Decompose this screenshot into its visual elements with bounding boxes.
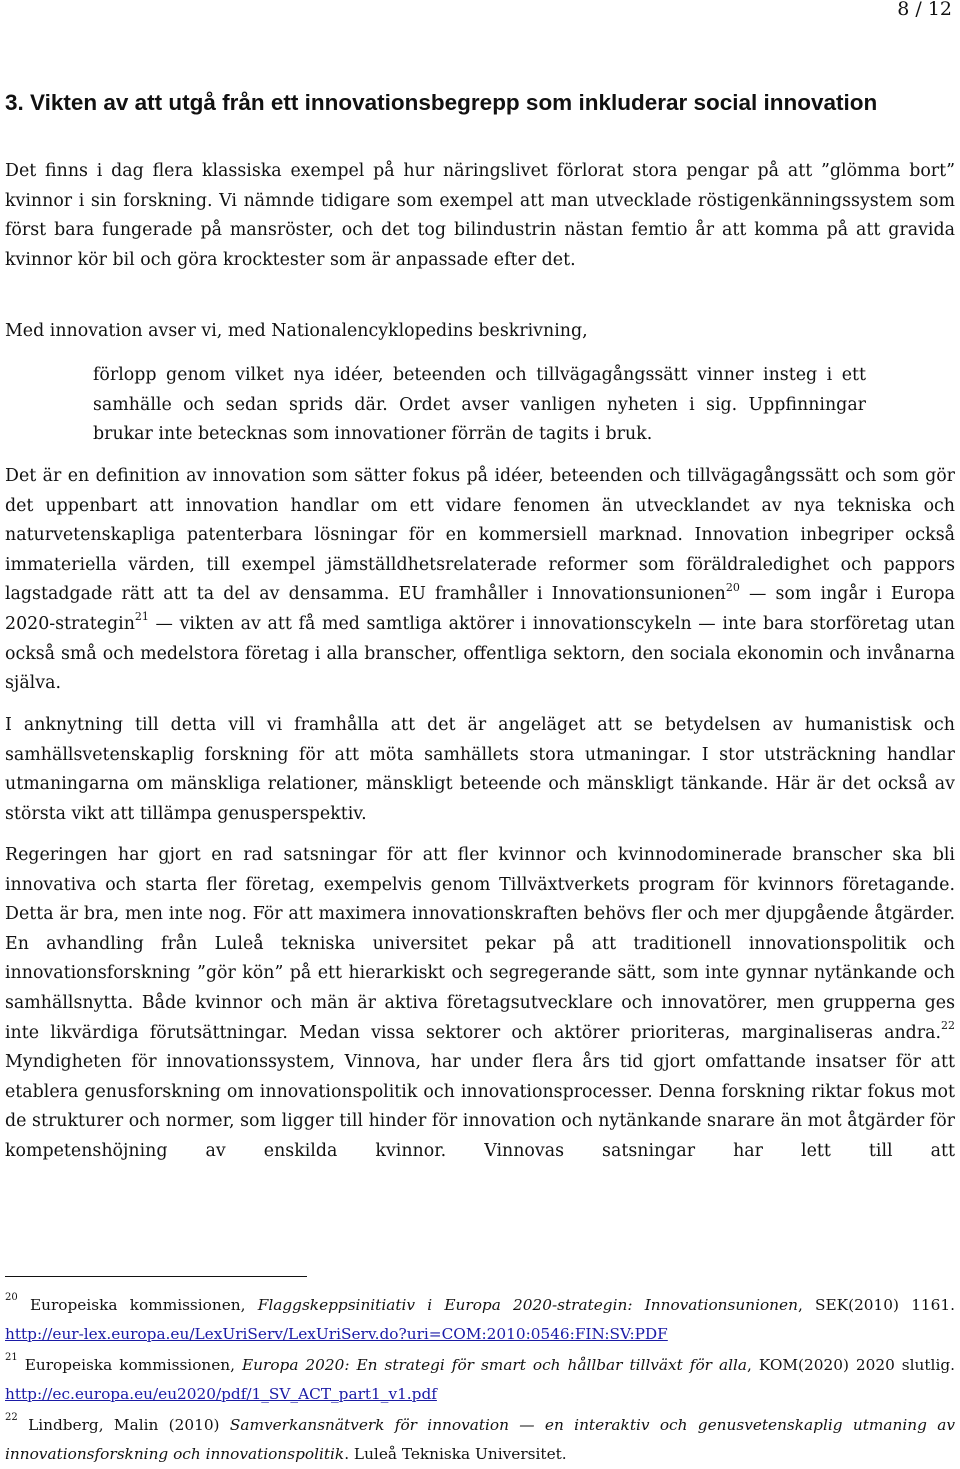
paragraph-3-text-b: — som ingår i Europa 2020-strategin bbox=[5, 584, 955, 634]
footnote-ref-21[interactable]: 21 bbox=[134, 610, 149, 624]
footnote-text: Europeiska kommissionen, bbox=[17, 1356, 242, 1374]
footnote-text: Europeiska kommissionen, bbox=[17, 1296, 258, 1314]
footnote-divider bbox=[5, 1276, 307, 1277]
paragraph-5 bbox=[5, 841, 955, 1167]
paragraph-5-text-b: Myndigheten för innovationssystem, Vinnova, har under flera års tid gjort omfattande insatser för att etablera genusforskning om innovationspolitik och innovationsprocesser. Denna forskning riktar fokus mot de strukturer och normer, som ligger till hinder för innovation och nytänkande snarare än mot åtgärder för kompetenshöjning av enskilda kvinnor. Vinnovas satsningar har lett till att bbox=[5, 1052, 955, 1161]
footnote-ref-22[interactable]: 22 bbox=[941, 1018, 955, 1032]
footnote-text: . Luleå Tekniska Universitet. bbox=[344, 1445, 567, 1463]
paragraph-4: I anknytning till detta vill vi framhålla att det är angeläget att se betydelsen av humanistisk och samhällsvetenskaplig forskning för att möta samhällets stora utmaningar. I stor utsträckning handlar utmaningarna om mänskliga relationer, mänskligt beteende och mänskligt tänkande. Här är det också av största vikt att tillämpa genusperspektiv. bbox=[5, 715, 955, 824]
paragraph-3-text-a: Det är en definition av innovation som sätter fokus på idéer, beteenden och tillvägagångssätt och som gör det uppenbart att innovation handlar om ett vidare fenomen än utvecklandet av nya tekniska och naturvetenskapliga patenterbara lösningar för en kommersiell marknad. Innovation inbegriper också immateriella värden, till exempel jämställdhetsrelaterade reformer som föräldraledighet och pappors lagstadgade rätt att ta del av densamma. EU framhåller i Innovationsunionen bbox=[5, 466, 955, 605]
paragraph-1: Det finns i dag flera klassiska exempel på hur näringslivet förlorat stora pengar på att ”glömma bort” kvinnor i sin forskning. Vi nämnde tidigare som exempel att man utvecklade röstigenkänningssystem som först bara fungerade på mansröster, och det tog bilindustrin nästan femtio år att komma på att gravida kvinnor kör bil och göra krocktester som är anpassade efter det. bbox=[5, 161, 955, 270]
footnote-20 bbox=[5, 1291, 955, 1349]
footnote-22 bbox=[5, 1411, 955, 1469]
footnote-21 bbox=[5, 1351, 955, 1409]
footnote-link[interactable]: http://eur-lex.europa.eu/LexUriServ/LexUriServ.do?uri=COM:2010:0546:FIN:SV:PDF bbox=[5, 1325, 668, 1343]
paragraph-5-text-a: Regeringen har gjort en rad satsningar för att fler kvinnor och kvinnodominerade branscher ska bli innovativa och starta fler företag, exempelvis genom Tillväxtverkets program för kvinnors företagande. Detta är bra, men inte nog. För att maximera innovationskraften behövs fler och mer djupgående åtgärder. En avhandling från Luleå tekniska universitet pekar på att traditionell innovationspolitik och innovationsforskning ”gör kön” på ett hierarkiskt och segregerande sätt, som inte gynnar nytänkande och samhällsnytta. Både kvinnor och män är aktiva företagsutvecklare och innovatörer, men grupperna ges inte likvärdiga förutsättningar. Medan vissa sektorer och aktörer prioriteras, marginaliseras andra. bbox=[5, 845, 955, 1043]
footnote-number: 22 bbox=[5, 1411, 18, 1423]
paragraph-3-text-c: — vikten av att få med samtliga aktörer i innovationscykeln — inte bara storföretag utan också små och medelstora företag i alla branscher, offentliga sektorn, den sociala ekonomin och invånarna själva. bbox=[5, 613, 955, 694]
footnote-title: Samverkansnätverk för innovation — en interaktiv och genusvetenskaplig utmaning av innovationsforskning och innovationspolitik bbox=[5, 1416, 955, 1463]
footnote-number: 20 bbox=[5, 1291, 18, 1303]
section-heading: 3. Vikten av att utgå från ett innovationsbegrepp som inkluderar social innovation bbox=[5, 90, 878, 115]
footnote-title: Europa 2020: En strategi för smart och hållbar tillväxt för alla bbox=[242, 1356, 747, 1374]
footnote-link[interactable]: http://ec.europa.eu/eu2020/pdf/1_SV_ACT_part1_v1.pdf bbox=[5, 1385, 437, 1403]
footnote-number: 21 bbox=[5, 1351, 18, 1363]
footnote-title: Flaggskeppsinitiativ i Europa 2020-strategin: Innovationsunionen bbox=[257, 1296, 798, 1314]
footnote-ref-20[interactable]: 20 bbox=[725, 580, 740, 594]
paragraph-3 bbox=[5, 462, 955, 699]
footnote-text: , SEK(2010) 1161. bbox=[797, 1296, 955, 1314]
block-quote: förlopp genom vilket nya idéer, beteenden och tillvägagångssätt vinner insteg i ett samhälle och sedan sprids där. Ordet avser vanligen nyheten i sig. Uppfinningar brukar inte betecknas som innovationer förrän de tagits i bruk. bbox=[93, 365, 866, 445]
page-number: 8 / 12 bbox=[897, 0, 952, 20]
paragraph-2: Med innovation avser vi, med Nationalencyklopedins beskrivning, bbox=[5, 321, 588, 341]
footnote-text: Lindberg, Malin (2010) bbox=[17, 1416, 230, 1434]
footnote-text: , KOM(2020) 2020 slutlig. bbox=[746, 1356, 955, 1374]
